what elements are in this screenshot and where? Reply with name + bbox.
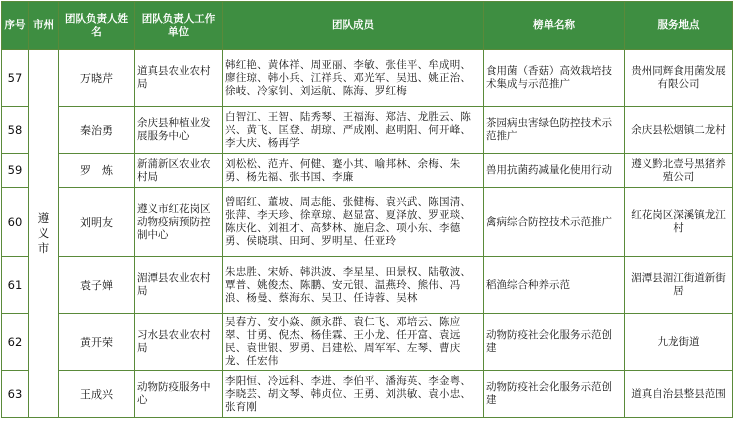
table-row [2, 257, 733, 314]
row-place: 红花岗区深溪镇龙江村 [625, 188, 733, 257]
row-members: 白智江、王智、陆秀琴、王福海、郑洁、龙胜云、陈兴、黄飞、匡登、胡琼、严成刚、赵明阳、何开峰、李大庆、杨再学 [223, 107, 484, 154]
row-no: 58 [2, 107, 29, 154]
row-unit: 湄潭县农业农村局 [135, 257, 223, 314]
header-list: 榜单名称 [484, 2, 625, 50]
header-leader: 团队负责人姓名 [59, 2, 135, 50]
table-row [2, 154, 733, 188]
row-list: 茶园病虫害绿色防控技术示范推广 [484, 107, 625, 154]
row-place: 九龙街道 [625, 314, 733, 371]
table-row [2, 107, 733, 154]
row-leader: 王成兴 [59, 371, 135, 418]
team-table [1, 1, 733, 418]
row-unit: 动物防疫服务中心 [135, 371, 223, 418]
row-no: 62 [2, 314, 29, 371]
row-leader: 刘明友 [59, 188, 135, 257]
table-row [2, 371, 733, 418]
row-place: 遵义黔北壹号黑猪养殖公司 [625, 154, 733, 188]
row-unit: 新蒲新区农业农村局 [135, 154, 223, 188]
row-leader: 秦治勇 [59, 107, 135, 154]
row-list: 动物防疫社会化服务示范创建 [484, 314, 625, 371]
row-members: 吴春方、安小焱、颜永群、袁仁飞、邓培云、陈应翠、甘勇、倪杰、杨佳霖、王小龙、任开富、袁远民、袁世银、罗勇、吕建松、周军军、左琴、曹庆龙、任宏伟 [223, 314, 484, 371]
table-row [2, 50, 733, 107]
row-leader: 袁子婵 [59, 257, 135, 314]
header-row [2, 2, 733, 50]
row-no: 60 [2, 188, 29, 257]
row-unit: 余庆县种植业发展服务中心 [135, 107, 223, 154]
row-leader: 黄开荣 [59, 314, 135, 371]
row-unit: 道真县农业农村局 [135, 50, 223, 107]
header-unit: 团队负责人工作单位 [135, 2, 223, 50]
row-place: 余庆县松烟镇二龙村 [625, 107, 733, 154]
row-no: 63 [2, 371, 29, 418]
row-list: 食用菌（香菇）高效栽培技术集成与示范推广 [484, 50, 625, 107]
row-members: 曾昭红、董坡、周志能、张健梅、袁兴武、陈国清、张萍、李天珍、徐章琼、赵显富、夏泽放、罗亚琰、陈庆化、刘祖才、高梦林、施启念、项小东、李德勇、侯晓琪、田珂、罗明星、任亚玲 [223, 188, 484, 257]
row-list: 动物防疫社会化服务示范创建 [484, 371, 625, 418]
city-label: 遵义市 [37, 211, 50, 255]
header-place: 服务地点 [625, 2, 733, 50]
table-row [2, 314, 733, 371]
table-row [2, 188, 733, 257]
row-members: 朱忠胜、宋娇、韩洪波、李星星、田景权、陆敬波、覃普、姚俊杰、陈鹏、安元银、温燕玲、熊伟、冯浪、杨曼、蔡海东、吴卫、任诗蓉、吴林 [223, 257, 484, 314]
row-members: 李阳恒、冷远科、李进、李伯平、潘海英、李金粤、李晓芸、胡文琴、韩贞位、王勇、刘洪敏、袁小忠、张育刚 [223, 371, 484, 418]
row-unit: 遵义市红花岗区动物疫病预防控制中心 [135, 188, 223, 257]
row-list: 禽病综合防控技术示范推广 [484, 188, 625, 257]
row-no: 57 [2, 50, 29, 107]
row-leader: 罗 炼 [59, 154, 135, 188]
row-list: 兽用抗菌药减量化使用行动 [484, 154, 625, 188]
row-members: 韩红艳、黄体祥、周亚丽、李敏、张佳平、牟成明、廖往琼、韩小兵、江祥兵、邓光军、吴迅、姚正治、徐岐、冷家钊、刘运航、陈海、罗红梅 [223, 50, 484, 107]
header-city: 市州 [29, 2, 59, 50]
row-place: 道真自治县整县范围 [625, 371, 733, 418]
row-leader: 万晓芹 [59, 50, 135, 107]
row-place: 贵州同辉食用菌发展有限公司 [625, 50, 733, 107]
header-members: 团队成员 [223, 2, 484, 50]
row-list: 稻渔综合种养示范 [484, 257, 625, 314]
row-unit: 习水县农业农村局 [135, 314, 223, 371]
row-no: 61 [2, 257, 29, 314]
row-place: 湄潭县湄江街道新街居 [625, 257, 733, 314]
row-no: 59 [2, 154, 29, 188]
city-cell [29, 50, 59, 418]
row-members: 刘松松、范卉、何健、蹇小其、喻邦林、余梅、朱勇、杨先福、张书国、李廉 [223, 154, 484, 188]
header-no: 序号 [2, 2, 29, 50]
